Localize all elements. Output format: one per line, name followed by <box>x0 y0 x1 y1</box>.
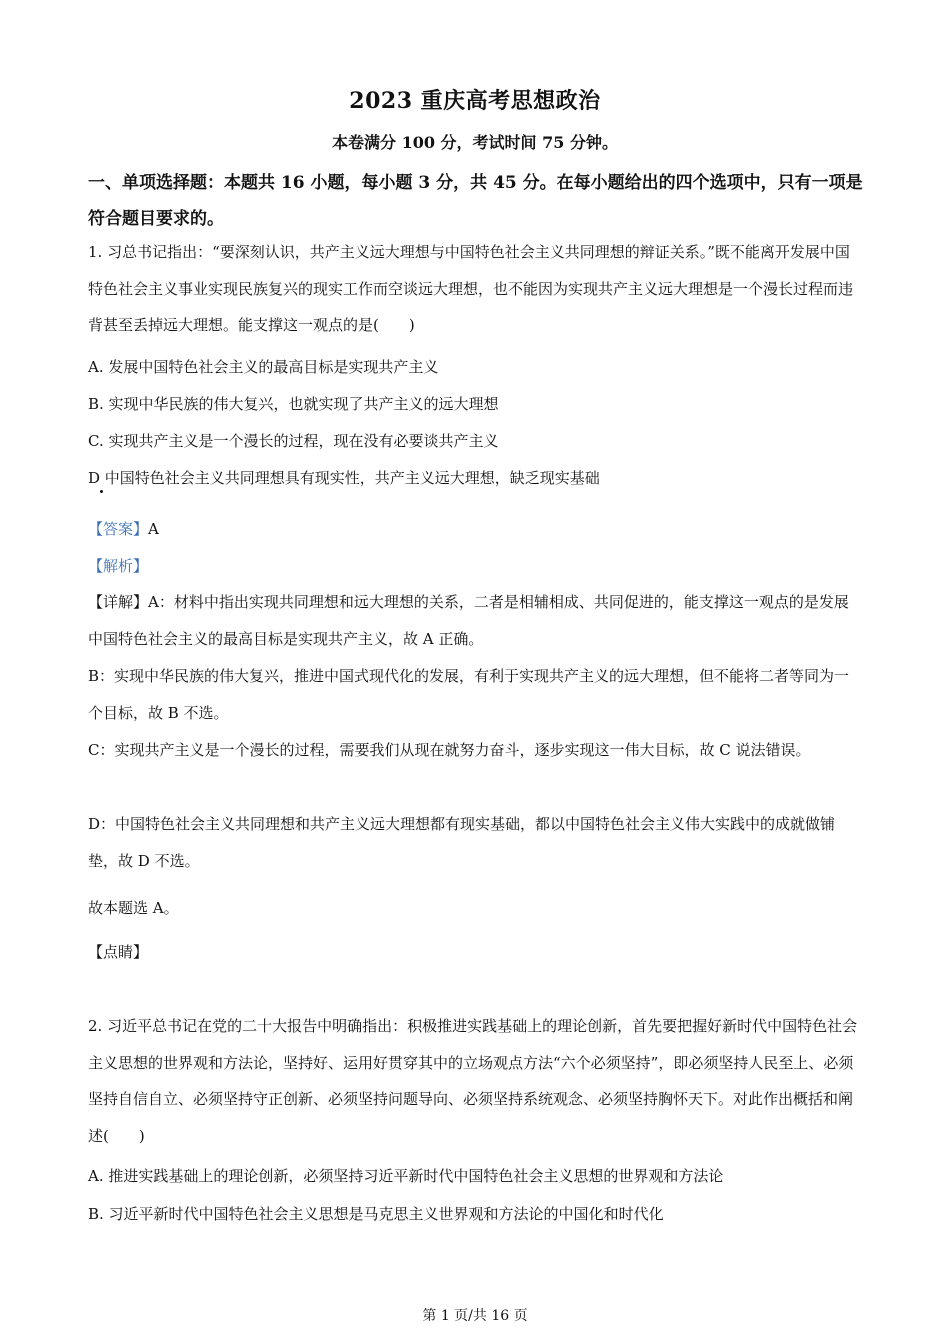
option-d-dot-mark <box>100 490 103 493</box>
detail-a-text: A：材料中指出实现共同理想和远大理想的关系，二者是相辅相成、共同促进的，能支撑这一观点的是发展中国特色社会主义的最高目标是实现共产主义，故 A 正确。 <box>88 593 849 648</box>
question-1-option-b: B. 实现中华民族的伟大复兴，也就实现了共产主义的远大理想 <box>88 395 499 413</box>
detail-b: B：实现中华民族的伟大复兴，推进中国式现代化的发展，有利于实现共产主义的远大理想，但不能将二者等同为一个目标，故 B 不选。 <box>88 667 850 722</box>
question-1-stem: 1. 习总书记指出：“要深刻认识，共产主义远大理想与中国特色社会主义共同理想的辩证关系。”既不能离开发展中国特色社会主义事业实现民族复兴的现实工作而空谈远大理想，也不能因为实现共产主义远大理想是一个漫长过程而违背甚至丢掉远大理想。能支撑这一观点的是( ) <box>88 243 854 334</box>
question-1-option-c: C. 实现共产主义是一个漫长的过程，现在没有必要谈共产主义 <box>88 432 499 450</box>
detail-c: C：实现共产主义是一个漫长的过程，需要我们从现在就努力奋斗，逐步实现这一伟大目标，故 C 说法错误。 <box>88 741 811 759</box>
question-2-stem: 2. 习近平总书记在党的二十大报告中明确指出：积极推进实践基础上的理论创新，首先要把握好新时代中国特色社会主义思想的世界观和方法论，坚持好、运用好贯穿其中的立场观点方法“六个必须坚持”，即必须坚持人民至上、必须坚持自信自立、必须坚持守正创新、必须坚持问题导向、必须坚持系统观念、必须坚持胸怀天下。对此作出概括和阐述( ) <box>88 1017 858 1145</box>
answer-line <box>88 518 863 539</box>
exam-info: 本卷满分 100 分，考试时间 75 分钟。 <box>332 133 618 152</box>
conclusion: 故本题选 A。 <box>88 899 179 917</box>
detail-a <box>88 584 863 657</box>
answer-value: A <box>148 520 159 538</box>
question-1-option-a: A. 发展中国特色社会主义的最高目标是实现共产主义 <box>88 358 439 376</box>
question-1-option-d: D 中国特色社会主义共同理想具有现实性，共产主义远大理想，缺乏现实基础 <box>88 469 600 487</box>
question-2-option-b: B. 习近平新时代中国特色社会主义思想是马克思主义世界观和方法论的中国化和时代化 <box>88 1205 664 1223</box>
analysis-label: 【解析】 <box>88 557 149 575</box>
section-heading: 一、单项选择题：本题共 16 小题，每小题 3 分，共 45 分。在每小题给出的四个选项中，只有一项是符合题目要求的。 <box>88 173 863 229</box>
question-2-option-a: A. 推进实践基础上的理论创新，必须坚持习近平新时代中国特色社会主义思想的世界观和方法论 <box>88 1167 724 1185</box>
comment-label: 【点睛】 <box>88 943 149 961</box>
detail-d: D：中国特色社会主义共同理想和共产主义远大理想都有现实基础，都以中国特色社会主义伟大实践中的成就做铺垫，故 D 不选。 <box>88 815 836 870</box>
detail-label: 【详解】 <box>88 593 149 611</box>
page-title: 2023 重庆高考思想政治 <box>349 88 601 114</box>
answer-label: 【答案】 <box>88 520 149 538</box>
page-footer: 第 1 页/共 16 页 <box>422 1308 528 1324</box>
